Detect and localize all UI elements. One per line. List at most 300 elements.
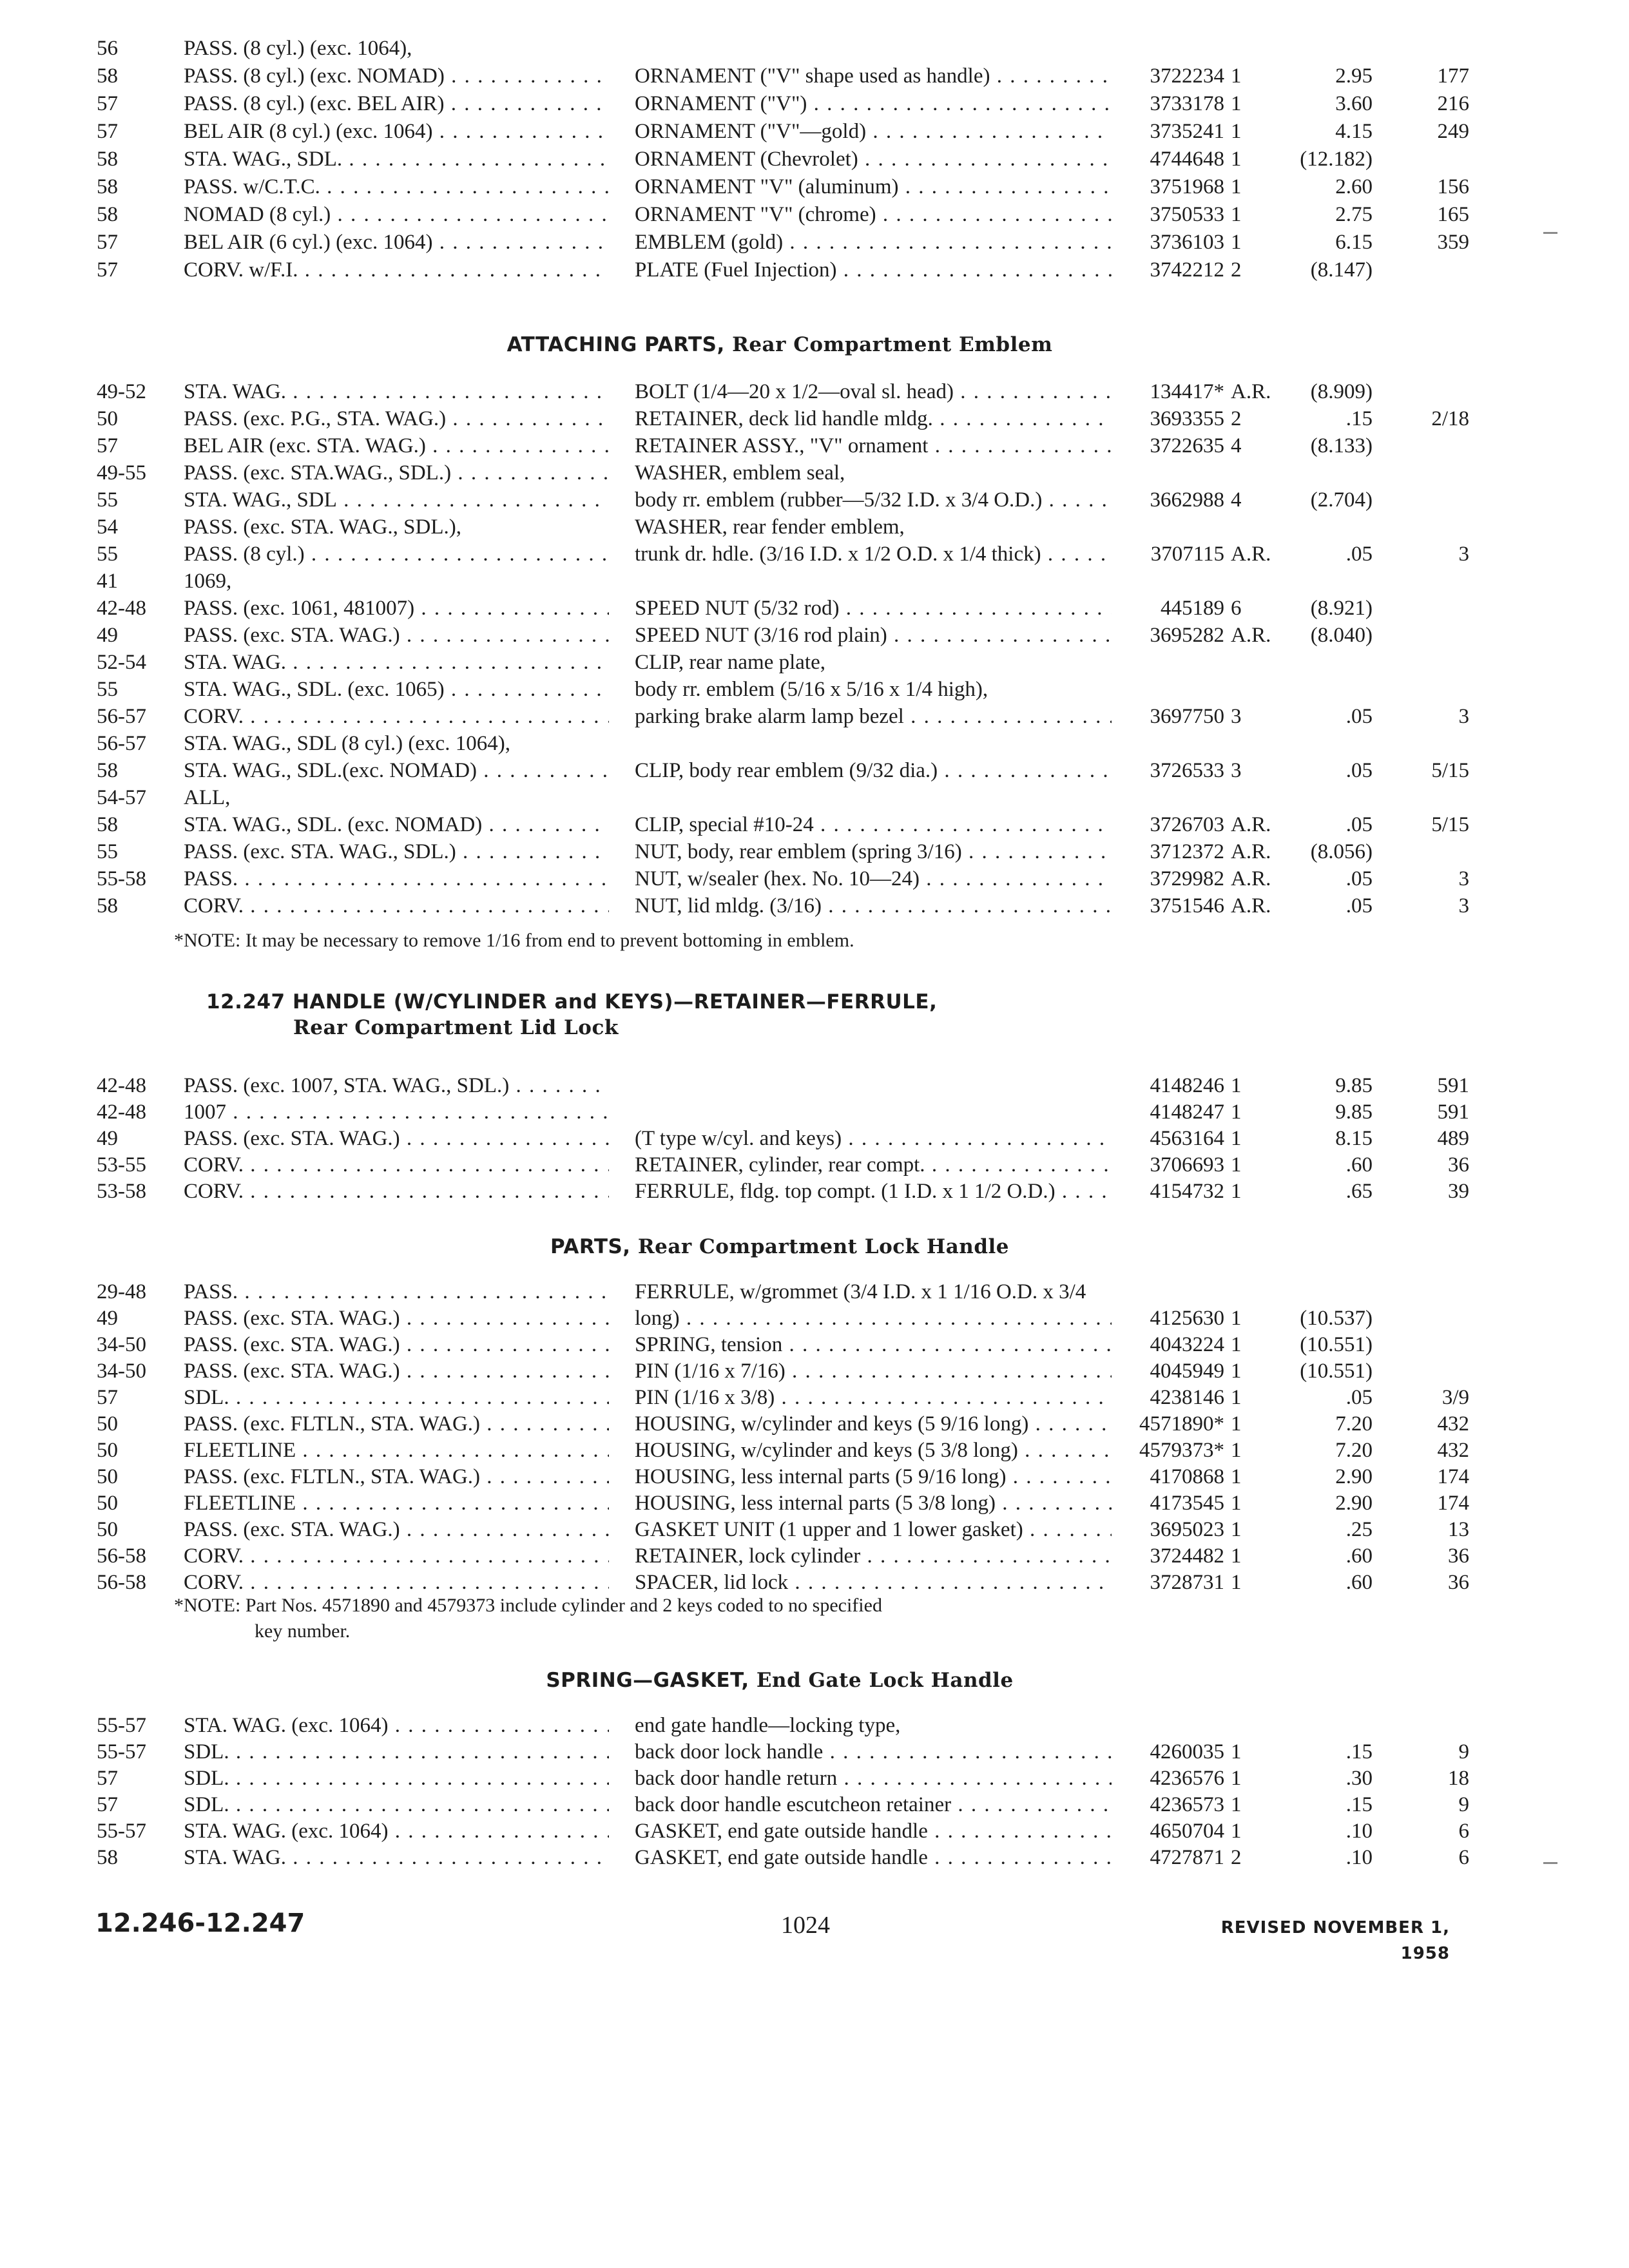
price-cell: (8.040) <box>1310 624 1373 647</box>
year-cell: 55 <box>97 678 118 701</box>
model-cell: STA. WAG., SDL. (exc. 1065) . . . <box>184 677 609 702</box>
heading-line1: HANDLE (W/CYLINDER and KEYS)—RETAINER—FERRULE, <box>292 990 938 1014</box>
description-cell: trunk dr. hdle. (3/16 I.D. x 1/2 O.D. x 1/4 thick) . . . <box>635 541 1112 567</box>
description-cell: WASHER, emblem seal, <box>635 461 845 485</box>
year-cell: 52-54 <box>97 651 146 674</box>
quantity-cell: 1 <box>1231 203 1242 226</box>
code-cell: 177 <box>1437 64 1469 88</box>
model-cell: STA. WAG., SDL. (exc. NOMAD) . . . <box>184 812 609 838</box>
quantity-cell: 1 <box>1231 148 1242 171</box>
price-cell: 7.20 <box>1335 1412 1373 1436</box>
model-cell: ALL, <box>184 786 231 809</box>
code-cell: 591 <box>1437 1100 1469 1124</box>
price-cell: (8.056) <box>1310 840 1373 863</box>
model-cell: PASS. (exc. STA. WAG.) . . . <box>184 1305 609 1331</box>
model-cell: PASS. (8 cyl.) (exc. BEL AIR) . . . <box>184 91 609 117</box>
quantity-cell: 1 <box>1231 1820 1242 1843</box>
table-row <box>0 1411 1629 1437</box>
table-row <box>0 1464 1629 1490</box>
quantity-cell: 1 <box>1231 64 1242 88</box>
heading-rest-text: Rear Compartment Emblem <box>732 333 1053 356</box>
table-row <box>0 487 1629 513</box>
code-cell: 216 <box>1437 92 1469 115</box>
model-cell: PASS. (8 cyl.) (exc. 1064), <box>184 37 412 60</box>
heading-bold-text: PARTS, <box>550 1235 631 1258</box>
model-cell: BEL AIR (exc. STA. WAG.) . . . <box>184 433 609 459</box>
description-cell: ORNAMENT ("V") . . . <box>635 91 1112 117</box>
table-row <box>0 622 1629 648</box>
table-row <box>0 91 1629 117</box>
price-cell: 2.60 <box>1335 175 1373 198</box>
code-cell: 156 <box>1437 175 1469 198</box>
quantity-cell: 4 <box>1231 434 1242 457</box>
model-cell: STA. WAG. . . . <box>184 649 609 675</box>
table-row <box>0 1332 1629 1358</box>
table-row <box>0 1358 1629 1384</box>
description-cell: SPEED NUT (3/16 rod plain) . . . <box>635 622 1112 648</box>
year-cell: 58 <box>97 175 118 198</box>
price-cell: 9.85 <box>1335 1100 1373 1124</box>
code-cell: 36 <box>1448 1153 1469 1177</box>
code-cell: 3/9 <box>1441 1386 1469 1409</box>
description-cell: body rr. emblem (5/16 x 5/16 x 1/4 high), <box>635 678 988 701</box>
table-row <box>0 866 1629 892</box>
description-cell: NUT, w/sealer (hex. No. 10—24) . . . <box>635 866 1112 892</box>
year-cell: 57 <box>97 1793 118 1816</box>
section-heading-handle <box>206 989 1108 1015</box>
footer-section-range: 12.246-12.247 <box>95 1908 305 1938</box>
year-cell: 34-50 <box>97 1360 146 1383</box>
year-cell: 49-55 <box>97 461 146 485</box>
year-cell: 49 <box>97 624 118 647</box>
price-cell: (2.704) <box>1310 488 1373 512</box>
year-cell: 56-57 <box>97 705 146 728</box>
model-cell: PASS. (exc. FLTLN., STA. WAG.) . . . <box>184 1464 609 1490</box>
part-number-cell: 4236576 <box>1150 1767 1224 1790</box>
heading-rest-text: Rear Compartment Lock Handle <box>637 1235 1010 1258</box>
part-number-cell: 4045949 <box>1150 1360 1224 1383</box>
year-cell: 49-52 <box>97 380 146 403</box>
table-row <box>0 202 1629 227</box>
part-number-cell: 3695023 <box>1150 1518 1224 1541</box>
table-row <box>0 379 1629 405</box>
quantity-cell: 1 <box>1231 1767 1242 1790</box>
model-cell: FLEETLINE . . . <box>184 1437 609 1463</box>
quantity-cell: 1 <box>1231 1465 1242 1488</box>
price-cell: .60 <box>1345 1544 1373 1568</box>
model-cell: CORV. w/F.I. . . . <box>184 257 609 283</box>
part-number-cell: 3712372 <box>1150 840 1224 863</box>
margin-mark <box>1543 232 1557 234</box>
code-cell: 432 <box>1437 1439 1469 1462</box>
code-cell: 6 <box>1458 1846 1469 1869</box>
price-cell: 7.20 <box>1335 1439 1373 1462</box>
code-cell: 13 <box>1448 1518 1469 1541</box>
price-cell: .05 <box>1345 867 1373 890</box>
part-number-cell: 4148247 <box>1150 1100 1224 1124</box>
quantity-cell: 1 <box>1231 1127 1242 1150</box>
table-row <box>0 1570 1629 1595</box>
quantity-cell: A.R. <box>1231 624 1271 647</box>
table-row <box>0 514 1629 540</box>
quantity-cell: 1 <box>1231 1180 1242 1203</box>
part-number-cell: 4238146 <box>1150 1386 1224 1409</box>
section-heading-spring <box>0 1667 1559 1693</box>
quantity-cell: 1 <box>1231 1074 1242 1097</box>
table-row <box>0 1713 1629 1738</box>
note-line-2: key number. <box>255 1620 351 1642</box>
table-row <box>0 704 1629 729</box>
year-cell: 54 <box>97 515 118 539</box>
table-row <box>0 1765 1629 1791</box>
part-number-cell: 3728731 <box>1150 1571 1224 1594</box>
quantity-cell: 3 <box>1231 705 1242 728</box>
section-heading-parts <box>0 1234 1559 1260</box>
model-cell: PASS. (exc. STA. WAG.) . . . <box>184 1126 609 1151</box>
quantity-cell: 1 <box>1231 120 1242 143</box>
part-number-cell: 3695282 <box>1150 624 1224 647</box>
price-cell: .65 <box>1345 1180 1373 1203</box>
year-cell: 55 <box>97 840 118 863</box>
description-cell: HOUSING, less internal parts (5 3/8 long) . . . <box>635 1490 1112 1516</box>
model-cell: STA. WAG., SDL (8 cyl.) (exc. 1064), <box>184 732 510 755</box>
part-number-cell: 4043224 <box>1150 1333 1224 1356</box>
section-heading-handle-sub: Rear Compartment Lid Lock <box>293 1016 619 1039</box>
model-cell: PASS. (8 cyl.) . . . <box>184 541 609 567</box>
part-number-cell: 3733178 <box>1150 92 1224 115</box>
table-row <box>0 257 1629 283</box>
price-cell: 2.90 <box>1335 1465 1373 1488</box>
model-cell: CORV. . . . <box>184 704 609 729</box>
quantity-cell: 1 <box>1231 231 1242 254</box>
year-cell: 58 <box>97 203 118 226</box>
part-number-cell: 4571890* <box>1139 1412 1224 1436</box>
quantity-cell: A.R. <box>1231 380 1271 403</box>
price-cell: (8.147) <box>1310 258 1373 282</box>
part-number-cell: 3726703 <box>1150 813 1224 836</box>
year-cell: 34-50 <box>97 1333 146 1356</box>
year-cell: 53-58 <box>97 1180 146 1203</box>
section-heading-attaching-parts <box>0 332 1559 358</box>
description-cell: RETAINER ASSY., "V" ornament . . . <box>635 433 1112 459</box>
price-cell: 9.85 <box>1335 1074 1373 1097</box>
description-cell: RETAINER, lock cylinder . . . <box>635 1543 1112 1569</box>
year-cell: 56-58 <box>97 1571 146 1594</box>
price-cell: 8.15 <box>1335 1127 1373 1150</box>
quantity-cell: 4 <box>1231 488 1242 512</box>
description-cell: long) . . . <box>635 1305 1112 1331</box>
model-cell: NOMAD (8 cyl.) . . . <box>184 202 609 227</box>
margin-mark <box>1543 1862 1557 1864</box>
model-cell: CORV. . . . <box>184 1178 609 1204</box>
part-number-cell: 3722234 <box>1150 64 1224 88</box>
description-cell: GASKET, end gate outside handle . . . <box>635 1818 1112 1844</box>
description-cell: CLIP, rear name plate, <box>635 651 825 674</box>
code-cell: 5/15 <box>1431 759 1469 782</box>
description-cell: SPACER, lid lock . . . <box>635 1570 1112 1595</box>
price-cell: .15 <box>1345 407 1373 430</box>
description-cell: RETAINER, deck lid handle mldg. . . . <box>635 406 1112 432</box>
year-cell: 41 <box>97 570 118 593</box>
model-cell: STA. WAG., SDL.(exc. NOMAD) . . . <box>184 758 609 783</box>
quantity-cell: 2 <box>1231 407 1242 430</box>
year-cell: 58 <box>97 64 118 88</box>
price-cell: .05 <box>1345 1386 1373 1409</box>
parts-note <box>174 1593 1141 1644</box>
description-cell: GASKET, end gate outside handle . . . <box>635 1845 1112 1870</box>
table-row <box>0 63 1629 89</box>
code-cell: 249 <box>1437 120 1469 143</box>
year-cell: 55-57 <box>97 1820 146 1843</box>
description-cell: NUT, lid mldg. (3/16) . . . <box>635 893 1112 919</box>
year-cell: 50 <box>97 407 118 430</box>
quantity-cell: A.R. <box>1231 543 1271 566</box>
model-cell: SDL. . . . <box>184 1792 609 1818</box>
price-cell: 2.90 <box>1335 1492 1373 1515</box>
year-cell: 42-48 <box>97 1074 146 1097</box>
table-row <box>0 1437 1629 1463</box>
part-number-cell: 4154732 <box>1150 1180 1224 1203</box>
table-row <box>0 1543 1629 1569</box>
code-cell: 36 <box>1448 1571 1469 1594</box>
quantity-cell: 1 <box>1231 1544 1242 1568</box>
description-cell: RETAINER, cylinder, rear compt. . . . <box>635 1152 1112 1178</box>
table-row <box>0 146 1629 172</box>
year-cell: 57 <box>97 92 118 115</box>
code-cell: 36 <box>1448 1544 1469 1568</box>
price-cell: .10 <box>1345 1820 1373 1843</box>
table-row <box>0 595 1629 621</box>
model-cell: STA. WAG. . . . <box>184 379 609 405</box>
year-cell: 29-48 <box>97 1280 146 1303</box>
table-row <box>0 839 1629 865</box>
year-cell: 53-55 <box>97 1153 146 1177</box>
part-number-cell: 3724482 <box>1150 1544 1224 1568</box>
part-number-cell: 3722635 <box>1150 434 1224 457</box>
description-cell: parking brake alarm lamp bezel . . . <box>635 704 1112 729</box>
quantity-cell: 1 <box>1231 92 1242 115</box>
table-row <box>0 433 1629 459</box>
description-cell: PIN (1/16 x 7/16) . . . <box>635 1358 1112 1384</box>
year-cell: 54-57 <box>97 786 146 809</box>
model-cell: SDL. . . . <box>184 1385 609 1410</box>
description-cell: ORNAMENT ("V"—gold) . . . <box>635 119 1112 144</box>
part-number-cell: 3742212 <box>1150 258 1224 282</box>
price-cell: .05 <box>1345 705 1373 728</box>
year-cell: 55 <box>97 543 118 566</box>
table-row <box>0 1490 1629 1516</box>
price-cell: 3.60 <box>1335 92 1373 115</box>
part-number-cell: 4744648 <box>1150 148 1224 171</box>
quantity-cell: 6 <box>1231 597 1242 620</box>
model-cell: 1069, <box>184 570 232 593</box>
description-cell: FERRULE, w/grommet (3/4 I.D. x 1 1/16 O.D. x 3/4 <box>635 1280 1086 1303</box>
price-cell: .15 <box>1345 1740 1373 1763</box>
code-cell: 489 <box>1437 1127 1469 1150</box>
price-cell: .60 <box>1345 1571 1373 1594</box>
description-cell: ORNAMENT (Chevrolet) . . . <box>635 146 1112 172</box>
part-number-cell: 4125630 <box>1150 1307 1224 1330</box>
quantity-cell: A.R. <box>1231 894 1271 918</box>
year-cell: 56 <box>97 37 118 60</box>
model-cell: FLEETLINE . . . <box>184 1490 609 1516</box>
description-cell: back door handle escutcheon retainer . . . <box>635 1792 1112 1818</box>
description-cell: HOUSING, w/cylinder and keys (5 9/16 long) . . . <box>635 1411 1112 1437</box>
price-cell: 2.95 <box>1335 64 1373 88</box>
table-row <box>0 1099 1629 1125</box>
description-cell: ORNAMENT "V" (aluminum) . . . <box>635 174 1112 200</box>
model-cell: BEL AIR (6 cyl.) (exc. 1064) . . . <box>184 229 609 255</box>
quantity-cell: 2 <box>1231 258 1242 282</box>
table-row <box>0 1126 1629 1151</box>
description-cell: HOUSING, w/cylinder and keys (5 3/8 long) . . . <box>635 1437 1112 1463</box>
model-cell: STA. WAG., SDL. . . . <box>184 146 609 172</box>
quantity-cell: 1 <box>1231 1412 1242 1436</box>
description-cell: GASKET UNIT (1 upper and 1 lower gasket) . . . <box>635 1517 1112 1542</box>
model-cell: PASS. (exc. STA. WAG., SDL.) . . . <box>184 839 609 865</box>
part-number-cell: 445189 <box>1161 597 1224 620</box>
year-cell: 55 <box>97 488 118 512</box>
table-row <box>0 568 1629 594</box>
year-cell: 57 <box>97 258 118 282</box>
description-cell: back door lock handle . . . <box>635 1739 1112 1765</box>
code-cell: 18 <box>1448 1767 1469 1790</box>
part-number-cell: 3751968 <box>1150 175 1224 198</box>
table-row <box>0 812 1629 838</box>
table-row <box>0 893 1629 919</box>
model-cell: PASS. w/C.T.C. . . . <box>184 174 609 200</box>
price-cell: .05 <box>1345 894 1373 918</box>
year-cell: 57 <box>97 1386 118 1409</box>
code-cell: 359 <box>1437 231 1469 254</box>
description-cell: SPRING, tension . . . <box>635 1332 1112 1358</box>
year-cell: 58 <box>97 894 118 918</box>
model-cell: CORV. . . . <box>184 1543 609 1569</box>
model-cell: PASS. (8 cyl.) (exc. NOMAD) . . . <box>184 63 609 89</box>
table-row <box>0 1739 1629 1765</box>
price-cell: (12.182) <box>1300 148 1373 171</box>
model-cell: PASS. (exc. STA. WAG.) . . . <box>184 1332 609 1358</box>
description-cell: SPEED NUT (5/32 rod) . . . <box>635 595 1112 621</box>
table-row <box>0 1517 1629 1542</box>
part-number-cell: 4173545 <box>1150 1492 1224 1515</box>
table-row <box>0 1845 1629 1870</box>
description-cell: body rr. emblem (rubber—5/32 I.D. x 3/4 O.D.) . . . <box>635 487 1112 513</box>
quantity-cell: 1 <box>1231 1492 1242 1515</box>
year-cell: 42-48 <box>97 1100 146 1124</box>
year-cell: 50 <box>97 1465 118 1488</box>
year-cell: 42-48 <box>97 597 146 620</box>
quantity-cell: 1 <box>1231 1518 1242 1541</box>
section-number: 12.247 <box>206 990 285 1014</box>
quantity-cell: 2 <box>1231 1846 1242 1869</box>
year-cell: 56-57 <box>97 732 146 755</box>
part-number-cell: 4236573 <box>1150 1793 1224 1816</box>
description-cell: CLIP, special #10-24 . . . <box>635 812 1112 838</box>
code-cell: 165 <box>1437 203 1469 226</box>
price-cell: (8.921) <box>1310 597 1373 620</box>
quantity-cell: A.R. <box>1231 840 1271 863</box>
code-cell: 5/15 <box>1431 813 1469 836</box>
year-cell: 50 <box>97 1412 118 1436</box>
price-cell: (10.537) <box>1300 1307 1373 1330</box>
quantity-cell: 1 <box>1231 1360 1242 1383</box>
year-cell: 56-58 <box>97 1544 146 1568</box>
year-cell: 55-57 <box>97 1714 146 1737</box>
description-cell: PIN (1/16 x 3/8) . . . <box>635 1385 1112 1410</box>
part-number-cell: 4260035 <box>1150 1740 1224 1763</box>
description-cell: BOLT (1/4—20 x 1/2—oval sl. head) . . . <box>635 379 1112 405</box>
model-cell: PASS. (exc. FLTLN., STA. WAG.) . . . <box>184 1411 609 1437</box>
price-cell: (8.909) <box>1310 380 1373 403</box>
description-cell: EMBLEM (gold) . . . <box>635 229 1112 255</box>
description-cell: back door handle return . . . <box>635 1765 1112 1791</box>
model-cell: PASS. (exc. 1061, 481007) . . . <box>184 595 609 621</box>
quantity-cell: 1 <box>1231 1439 1242 1462</box>
model-cell: STA. WAG. (exc. 1064) . . . <box>184 1818 609 1844</box>
table-row <box>0 677 1629 702</box>
model-cell: PASS. (exc. STA. WAG.) . . . <box>184 622 609 648</box>
part-number-cell: 3751546 <box>1150 894 1224 918</box>
description-cell: CLIP, body rear emblem (9/32 dia.) . . . <box>635 758 1112 783</box>
attaching-note: *NOTE: It may be necessary to remove 1/16 from end to prevent bottoming in emblem. <box>174 930 854 951</box>
description-cell: ORNAMENT "V" (chrome) . . . <box>635 202 1112 227</box>
part-number-cell: 3736103 <box>1150 231 1224 254</box>
model-cell: PASS. (exc. STA.WAG., SDL.) . . . <box>184 460 609 486</box>
year-cell: 57 <box>97 120 118 143</box>
model-cell: 1007 . . . <box>184 1099 609 1125</box>
table-row <box>0 731 1629 756</box>
price-cell: .05 <box>1345 543 1373 566</box>
model-cell: BEL AIR (8 cyl.) (exc. 1064) . . . <box>184 119 609 144</box>
table-row <box>0 229 1629 255</box>
part-number-cell: 3750533 <box>1150 203 1224 226</box>
table-row <box>0 35 1629 61</box>
quantity-cell: 3 <box>1231 759 1242 782</box>
price-cell: (8.133) <box>1310 434 1373 457</box>
part-number-cell: 4579373* <box>1139 1439 1224 1462</box>
table-row <box>0 1073 1629 1099</box>
description-cell: PLATE (Fuel Injection) . . . <box>635 257 1112 283</box>
price-cell: .15 <box>1345 1793 1373 1816</box>
description-cell: HOUSING, less internal parts (5 9/16 long) . . . <box>635 1464 1112 1490</box>
price-cell: .10 <box>1345 1846 1373 1869</box>
description-cell: end gate handle—locking type, <box>635 1714 901 1737</box>
code-cell: 3 <box>1458 705 1469 728</box>
year-cell: 57 <box>97 434 118 457</box>
year-cell: 50 <box>97 1439 118 1462</box>
year-cell: 55-57 <box>97 1740 146 1763</box>
year-cell: 58 <box>97 813 118 836</box>
table-row <box>0 785 1629 811</box>
code-cell: 9 <box>1458 1740 1469 1763</box>
description-cell: WASHER, rear fender emblem, <box>635 515 905 539</box>
code-cell: 432 <box>1437 1412 1469 1436</box>
part-number-cell: 4563164 <box>1150 1127 1224 1150</box>
model-cell: PASS. (exc. P.G., STA. WAG.) . . . <box>184 406 609 432</box>
part-number-cell: 3729982 <box>1150 867 1224 890</box>
year-cell: 58 <box>97 759 118 782</box>
table-row <box>0 460 1629 486</box>
quantity-cell: 1 <box>1231 1793 1242 1816</box>
model-cell: PASS. (exc. STA. WAG., SDL.), <box>184 515 461 539</box>
price-cell: .05 <box>1345 813 1373 836</box>
code-cell: 2/18 <box>1431 407 1469 430</box>
price-cell: 4.15 <box>1335 120 1373 143</box>
code-cell: 39 <box>1448 1180 1469 1203</box>
model-cell: CORV. . . . <box>184 1152 609 1178</box>
code-cell: 9 <box>1458 1793 1469 1816</box>
